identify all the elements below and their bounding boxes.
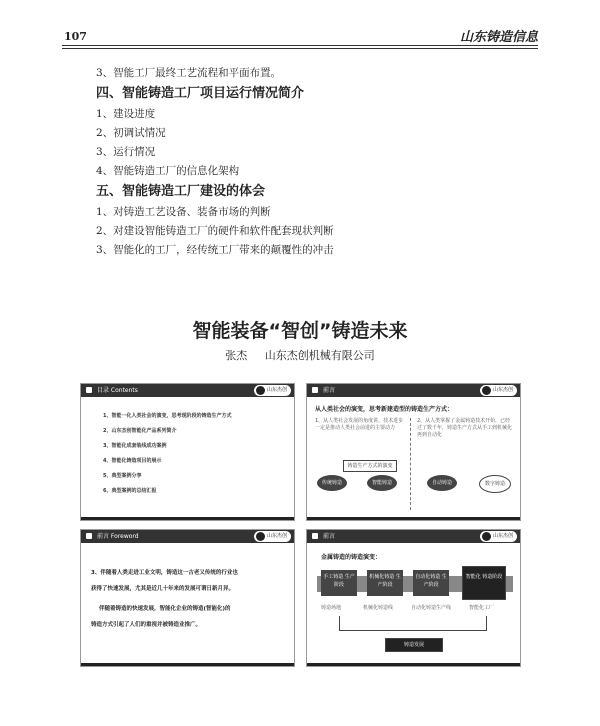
slide-line: 3、伴随着人类走进工业文明，铸造这一古老又传统的行业也 (91, 570, 238, 576)
slide-header-bar (307, 384, 520, 397)
stage-ellipse: 数字铸造 (479, 475, 511, 493)
company-logo: 山东杰创 (480, 531, 517, 542)
stage-label: 自动化铸造生产线 (411, 605, 452, 611)
outline-item: 1、对铸造工艺设备、装备市场的判断 (96, 206, 271, 218)
slide-preface (306, 383, 521, 521)
list-icon (312, 387, 318, 393)
logo-icon (482, 386, 491, 395)
outline-item: 3、智能化的工厂，经传统工厂带来的颠覆性的冲击 (96, 244, 334, 256)
stage-ellipse: 传统铸造 (317, 475, 347, 491)
slide-line: 获得了快速发展，尤其是近几十年来的发展可谓日新月异。 (91, 586, 235, 592)
slide-header-bar (81, 384, 294, 397)
page-number: 107 (64, 30, 87, 43)
slide-line: 伴随着铸造的快速发展，智能化企业的铸造(智能化)的 (99, 606, 231, 612)
outline-heading: 四、智能铸造工厂项目运行情况简介 (96, 86, 305, 101)
stage-label: 智能化工厂 (469, 605, 495, 611)
company-logo: 山东杰创 (254, 385, 291, 396)
slide-col-left: 1、从人类社会发展的角度讲，技术进步一定是推动人类社会前进的主要动力 (315, 418, 404, 431)
slide-divider (410, 418, 411, 510)
slide-bar-label: 目录 Contents (97, 387, 138, 394)
contents-item: 1、智能一化人类社会的演变，思考现阶段的铸造生产方式 (103, 413, 232, 419)
slide-footer (81, 517, 294, 520)
company-logo: 山东杰创 (480, 385, 517, 396)
slide-footer (307, 517, 520, 520)
contents-item: 5、典型案例分享 (103, 473, 142, 479)
outline-item: 2、初调试情况 (96, 127, 166, 139)
slide-lead: 从人类社会的演变，思考新建造型的铸造生产方式： (315, 406, 454, 413)
slide-bar-label: 前言 Foreword (97, 533, 139, 540)
slide-header-bar (81, 530, 294, 543)
outline-item: 2、对建设智能铸造工厂的硬件和软件配套现状判断 (96, 225, 334, 237)
company: 山东杰创机械有限公司 (264, 349, 375, 362)
slide-bar-label: 前言 (323, 387, 336, 394)
list-icon (312, 533, 318, 539)
stage-ellipse: 智能铸造 (367, 475, 397, 491)
slide-evolution (306, 529, 521, 667)
stage-box: 手工铸造 生产阶段 (321, 570, 357, 596)
contents-item: 2、山东杰创智能化产品系列简介 (103, 428, 177, 434)
slide-col-right: 2、从人类掌握了金属铸造技术开始，已经过了数千年，铸造生产方式从手工到机械化再到自动化 (417, 418, 513, 438)
stage-box: 自动化铸造 生产阶段 (413, 570, 449, 596)
stage-ellipse: 自动铸造 (427, 475, 457, 491)
slide-header-bar (307, 530, 520, 543)
slide-footer (81, 663, 294, 666)
list-icon (86, 387, 92, 393)
stage-label: 铸造场地 (321, 605, 342, 611)
outline-list (96, 64, 536, 260)
slide-footer (307, 663, 520, 666)
article-title: 智能装备“智创”铸造未来 (192, 320, 408, 342)
stage-box: 智能化 铸造阶段 (462, 566, 506, 600)
stage-box: 机械化铸造 生产阶段 (367, 570, 403, 596)
slide-bar-label: 前言 (323, 533, 336, 540)
contents-item: 6、典型案例的总结汇报 (103, 488, 157, 494)
author: 张杰 (225, 349, 248, 362)
outline-heading: 五、智能铸造工厂建设的体会 (96, 184, 266, 199)
header-rule (62, 45, 538, 46)
outline-item: 3、智能工厂最终工艺流程和平面布置。 (96, 67, 282, 79)
outline-item: 3、运行情况 (96, 146, 156, 158)
bracket-line (339, 616, 487, 631)
slide-foreword (80, 529, 295, 667)
slide-contents (80, 383, 295, 521)
slide-box: 铸造生产方式的演变 (343, 460, 397, 472)
contents-item: 4、智能化铸造项目的展示 (103, 458, 162, 464)
byline (0, 347, 600, 363)
bottom-box: 铸造发展 (385, 638, 443, 652)
slide-line: 铸造方式引起了人们的重视并被铸造业推广。 (91, 622, 202, 628)
outline-item: 4、智能铸造工厂的信息化架构 (96, 165, 240, 177)
header-rule-thin (62, 48, 538, 49)
slide-lead: 金属铸造的铸造演变： (321, 554, 382, 561)
outline-item: 1、建设进度 (96, 108, 156, 120)
logo-icon (482, 532, 491, 541)
company-logo: 山东杰创 (254, 531, 291, 542)
stage-label: 机械化铸造线 (363, 605, 394, 611)
logo-icon (256, 532, 265, 541)
contents-item: 3、智能化成套装线成功案例 (103, 443, 167, 449)
logo-icon (256, 386, 265, 395)
list-icon (86, 533, 92, 539)
journal-title: 山东铸造信息 (459, 30, 538, 45)
